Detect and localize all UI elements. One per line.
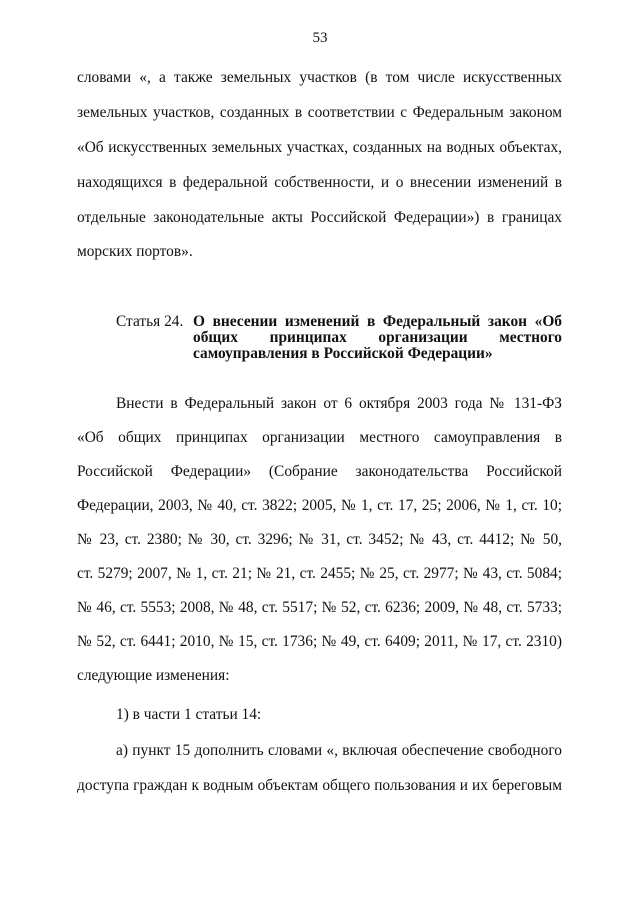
- article-title-line: самоуправления в Российской Федерации»: [193, 345, 493, 362]
- paragraph-line: доступа граждан к водным объектам общего пользования и их береговым: [77, 777, 562, 794]
- article-title-line: О внесении изменений в Федеральный закон «Об: [193, 313, 562, 330]
- list-item: 1) в части 1 статьи 14:: [116, 706, 262, 723]
- paragraph-line: № 52, ст. 6441; 2010, № 15, ст. 1736; № 49, ст. 6409; 2011, № 17, ст. 2310): [77, 633, 562, 650]
- paragraph-line: Федерации, 2003, № 40, ст. 3822; 2005, № 1, ст. 17, 25; 2006, № 1, ст. 10;: [77, 497, 562, 514]
- paragraph-line: а) пункт 15 дополнить словами «, включая обеспечение свободного: [116, 742, 562, 759]
- paragraph-line: следующие изменения:: [77, 667, 230, 684]
- article-label: Статья 24.: [116, 313, 184, 330]
- paragraph-line: морских портов».: [77, 243, 193, 260]
- page-number: 53: [312, 30, 328, 46]
- paragraph-line: земельных участков, созданных в соответствии с Федеральным законом: [77, 104, 562, 121]
- paragraph-line: «Об искусственных земельных участках, созданных на водных объектах,: [77, 139, 562, 156]
- paragraph-line: ст. 5279; 2007, № 1, ст. 21; № 21, ст. 2455; № 25, ст. 2977; № 43, ст. 5084;: [77, 565, 562, 582]
- paragraph-line: «Об общих принципах организации местного самоуправления в: [77, 429, 562, 446]
- paragraph-line: Российской Федерации» (Собрание законодательства Российской: [77, 463, 562, 480]
- paragraph-line: словами «, а также земельных участков (в том числе искусственных: [77, 69, 562, 86]
- paragraph-line: № 46, ст. 5553; 2008, № 48, ст. 5517; № 52, ст. 6236; 2009, № 48, ст. 5733;: [77, 599, 562, 616]
- paragraph-line: Внести в Федеральный закон от 6 октября 2003 года № 131-ФЗ: [116, 395, 562, 412]
- paragraph-line: отдельные законодательные акты Российской Федерации») в границах: [77, 209, 562, 226]
- paragraph-line: № 23, ст. 2380; № 30, ст. 3296; № 31, ст. 3452; № 43, ст. 4412; № 50,: [77, 531, 562, 548]
- article-title-line: общих принципах организации местного: [193, 329, 562, 346]
- paragraph-line: находящихся в федеральной собственности, и о внесении изменений в: [77, 174, 562, 191]
